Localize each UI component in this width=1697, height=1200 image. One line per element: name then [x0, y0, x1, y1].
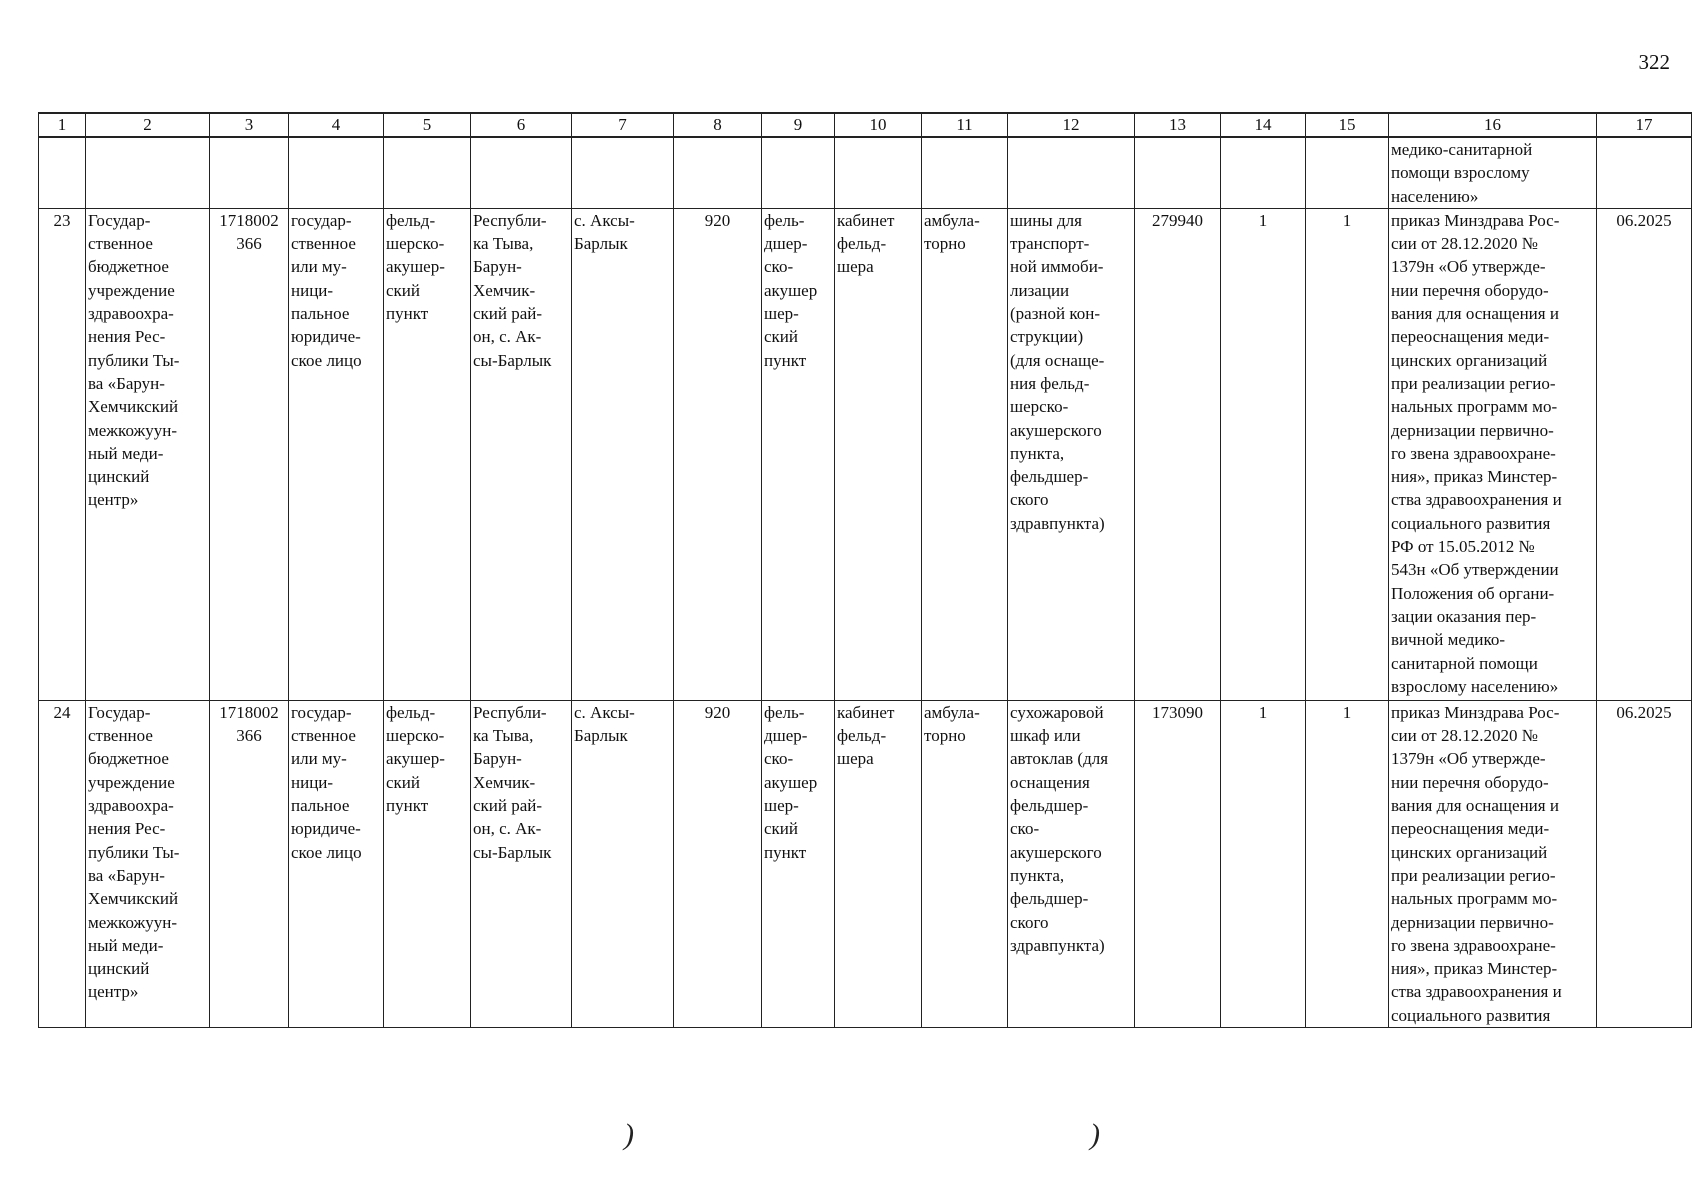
table-row: [39, 700, 1692, 1027]
inn-code: 1718002 366: [210, 208, 289, 700]
column-header: 2: [86, 113, 210, 137]
facility-type: фельд- шерско- акушер- ский пункт: [384, 700, 471, 1027]
room-name: кабинет фельд- шера: [835, 208, 922, 700]
column-header: 17: [1597, 113, 1692, 137]
page-number: 322: [1638, 50, 1670, 74]
target-date: 06.2025: [1597, 700, 1692, 1027]
column-header: 12: [1008, 113, 1135, 137]
legal-form: государ- ственное или му- ници- пальное юридиче- ское лицо: [289, 208, 384, 700]
unit-name: фель- дшер- ско- акушер шер- ский пункт: [762, 700, 835, 1027]
institution-name: Государ- ственное бюджетное учреждение здравоохра- нения Рес- публики Ты- ва «Барун- Хемчикский межкожуун- ный меди- цинский центр»: [86, 700, 210, 1027]
column-header: 14: [1221, 113, 1306, 137]
column-header: 15: [1306, 113, 1389, 137]
inn-code: 1718002 366: [210, 700, 289, 1027]
column-header: 6: [471, 113, 572, 137]
table-row: [39, 208, 1692, 700]
hole-punch-mark-right: ): [1090, 1118, 1100, 1151]
legal-basis: приказ Минздрава Рос- сии от 28.12.2020 № 1379н «Об утвержде- нии перечня оборудо- вания для оснащения и переоснащения меди- цинских организаций при реализации регио- нальных программ мо- дернизации первично- го звена здравоохране- ния», приказ Минстер- ства здравоохранения и социального развития: [1389, 700, 1597, 1027]
care-type: амбула- торно: [922, 208, 1008, 700]
target-date: 06.2025: [1597, 208, 1692, 700]
column-header: 1: [39, 113, 86, 137]
column-header: 9: [762, 113, 835, 137]
settlement: с. Аксы- Барлык: [572, 208, 674, 700]
column-header: 16: [1389, 113, 1597, 137]
quantity-missing: 1: [1306, 208, 1389, 700]
column-header: 3: [210, 113, 289, 137]
facility-type: фельд- шерско- акушер- ский пункт: [384, 208, 471, 700]
equipment-table: [38, 112, 1692, 1028]
column-header: 7: [572, 113, 674, 137]
quantity-required: 1: [1221, 208, 1306, 700]
quantity-missing: 1: [1306, 700, 1389, 1027]
row-number: 23: [39, 208, 86, 700]
unit-name: фель- дшер- ско- акушер шер- ский пункт: [762, 208, 835, 700]
legal-form: государ- ственное или му- ници- пальное юридиче- ское лицо: [289, 700, 384, 1027]
equipment-price: 173090: [1135, 700, 1221, 1027]
population: 920: [674, 208, 762, 700]
column-header: 10: [835, 113, 922, 137]
care-type: амбула- торно: [922, 700, 1008, 1027]
row-number: 24: [39, 700, 86, 1027]
population: 920: [674, 700, 762, 1027]
hole-punch-mark-left: ): [624, 1118, 634, 1151]
column-header: 11: [922, 113, 1008, 137]
basis-continuation: медико-санитарной помощи взрослому населению»: [1389, 137, 1597, 208]
legal-basis: приказ Минздрава Рос- сии от 28.12.2020 № 1379н «Об утвержде- нии перечня оборудо- вания для оснащения и переоснащения меди- цинских организаций при реализации регио- нальных программ мо- дернизации первично- го звена здравоохране- ния», приказ Минстер- ства здравоохранения и социального развития РФ от 15.05.2012 № 543н «Об утверждении Положения об органи- зации оказания пер- вичной медико- санитарной помощи взрослому населению»: [1389, 208, 1597, 700]
continuation-row: [39, 137, 1692, 208]
institution-name: Государ- ственное бюджетное учреждение здравоохра- нения Рес- публики Ты- ва «Барун- Хемчикский межкожуун- ный меди- цинский центр»: [86, 208, 210, 700]
column-header: 8: [674, 113, 762, 137]
quantity-required: 1: [1221, 700, 1306, 1027]
settlement: с. Аксы- Барлык: [572, 700, 674, 1027]
column-number-row: [39, 113, 1692, 137]
column-header: 4: [289, 113, 384, 137]
address: Республи- ка Тыва, Барун- Хемчик- ский рай- он, с. Ак- сы-Барлык: [471, 700, 572, 1027]
column-header: 13: [1135, 113, 1221, 137]
equipment-price: 279940: [1135, 208, 1221, 700]
room-name: кабинет фельд- шера: [835, 700, 922, 1027]
address: Республи- ка Тыва, Барун- Хемчик- ский рай- он, с. Ак- сы-Барлык: [471, 208, 572, 700]
equipment-name: сухожаровой шкаф или автоклав (для оснащения фельдшер- ско- акушерского пункта, фельдшер- ского здравпункта): [1008, 700, 1135, 1027]
column-header: 5: [384, 113, 471, 137]
equipment-name: шины для транспорт- ной иммоби- лизации (разной кон- струкции) (для оснаще- ния фельд- шерско- акушерского пункта, фельдшер- ского здравпункта): [1008, 208, 1135, 700]
